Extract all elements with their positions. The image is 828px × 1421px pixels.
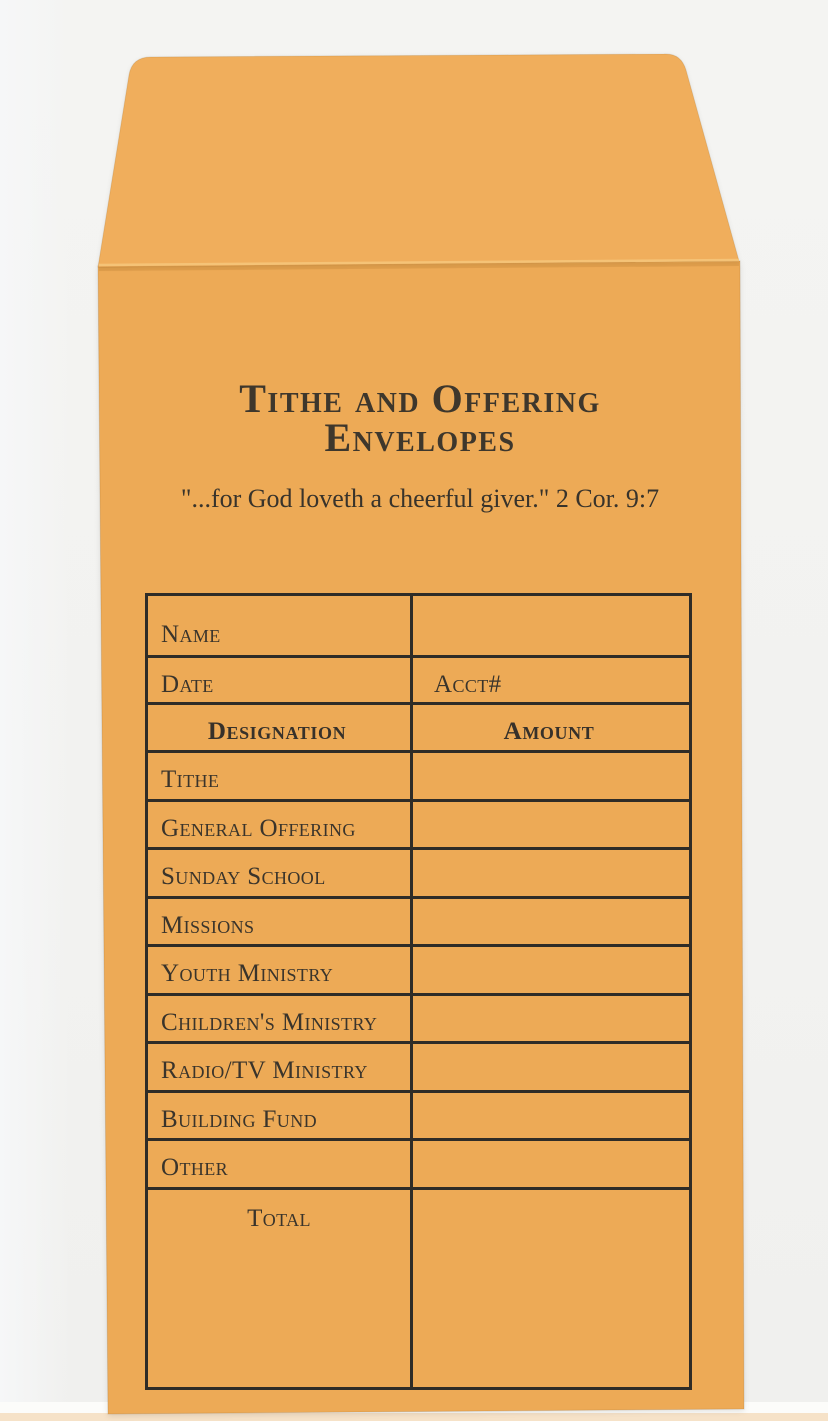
amount-cell [413, 996, 689, 1042]
title-line-1: Tithe and Offering [239, 376, 601, 421]
form-header-row [148, 705, 689, 753]
form-row-building-fund [148, 1093, 689, 1142]
form-row-childrens-ministry [148, 996, 689, 1045]
acct-label: Acct# [434, 670, 502, 698]
amount-cell [413, 1093, 689, 1139]
amount-cell [413, 850, 689, 896]
form-row-other [148, 1141, 689, 1190]
designation-label: Tithe [148, 753, 413, 799]
form-row-total [148, 1190, 689, 1388]
amount-cell [413, 802, 689, 848]
amount-cell [413, 947, 689, 993]
designation-label: Building Fund [148, 1093, 413, 1139]
designation-label: Missions [148, 899, 413, 945]
designation-header: Designation [148, 705, 413, 750]
form-row-name [148, 596, 689, 658]
form-row-tithe [148, 753, 689, 802]
designation-label: Youth Ministry [148, 947, 413, 993]
form-row-general-offering [148, 802, 689, 851]
designation-label: Children's Ministry [148, 996, 413, 1042]
name-label: Name [148, 596, 413, 655]
designation-label: Other [148, 1141, 413, 1187]
form-row-radio-tv-ministry [148, 1044, 689, 1093]
amount-cell [413, 899, 689, 945]
date-label: Date [148, 658, 413, 702]
name-value-cell [413, 596, 689, 655]
designation-label: Sunday School [148, 850, 413, 896]
offering-form-table [145, 593, 692, 1390]
form-row-sunday-school [148, 850, 689, 899]
envelope-title [98, 376, 742, 460]
amount-cell [413, 1141, 689, 1187]
amount-cell [413, 753, 689, 799]
title-line-2: Envelopes [324, 415, 516, 460]
form-row-date-acct [148, 658, 689, 705]
designation-label: General Offering [148, 802, 413, 848]
total-amount-cell [413, 1190, 689, 1388]
form-row-missions [148, 899, 689, 948]
amount-cell [413, 1044, 689, 1090]
amount-header: Amount [503, 718, 595, 745]
form-row-youth-ministry [148, 947, 689, 996]
scripture-verse: "...for God loveth a cheerful giver." 2 Cor. 9:7 [180, 484, 660, 513]
total-label: Total [148, 1190, 413, 1388]
designation-label: Radio/TV Ministry [148, 1044, 413, 1090]
